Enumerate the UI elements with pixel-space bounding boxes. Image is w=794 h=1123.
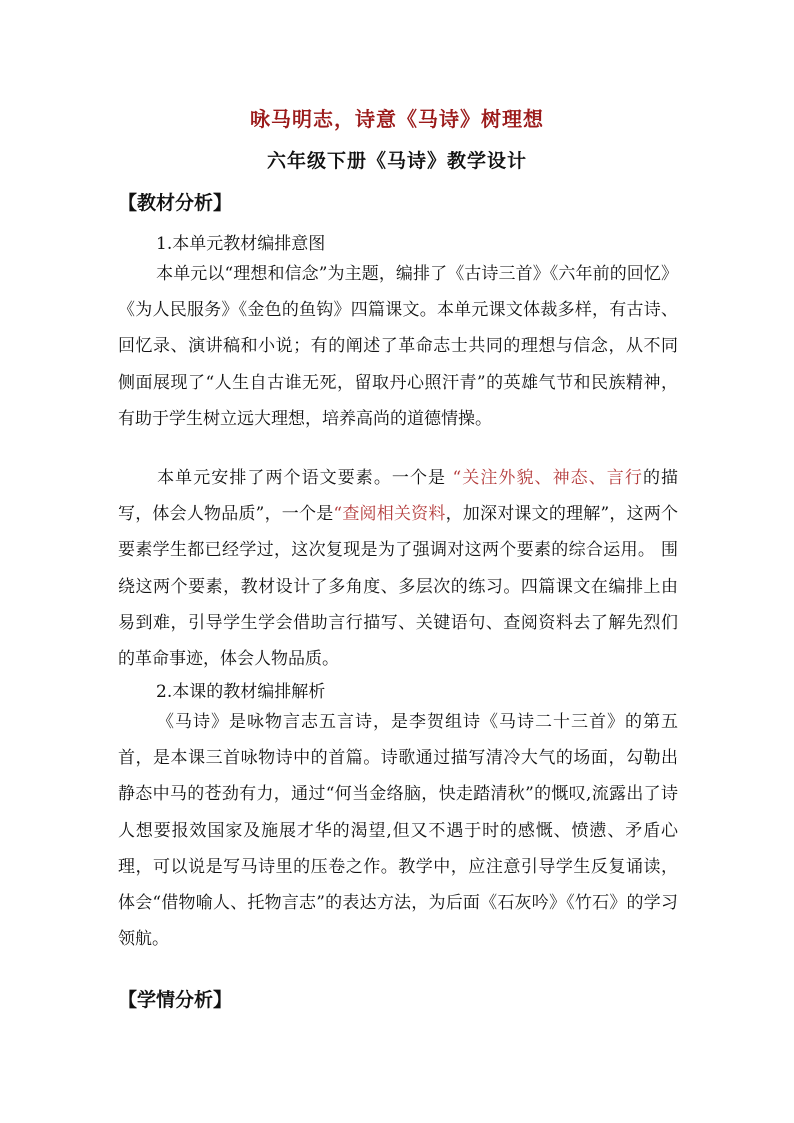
- highlight-research: “查阅相关资料: [333, 504, 446, 525]
- section-heading-textbook-analysis: 【教材分析】: [118, 192, 233, 214]
- paragraph-text: 本单元以“理想和信念”为主题，编排了《古诗三首》《六年前的回忆》《为人民服务》《金色的鱼钩》四篇课文。本单元课文体裁多样，有古诗、回忆录、演讲稿和小说；有的阐述了革命志士共同的理想与信念，从不同侧面展现了“人生自古谁无死，留取丹心照汗青”的英雄气节和民族精神，有助于学生树立远大理想，培养高尚的道德情操。: [118, 264, 678, 429]
- paragraph-text: 的描写，体会人物品质”: [118, 468, 679, 525]
- paragraph-text: 本单元安排了两个语文要素。一个是: [156, 468, 453, 488]
- paragraph-text: ，一个是: [264, 504, 334, 525]
- highlight-appearance: “关注外貌、神态、言行: [452, 468, 643, 488]
- page-title: 咏马明志，诗意《马诗》树理想: [250, 107, 544, 131]
- paragraph-horse-poem: [118, 704, 678, 957]
- paragraph-text: ，这两个要素学生都已经学过，这次复现是为了强调对这两个要素的综合运用。 围绕这两个要素，教材设计了多角度、多层次的练习。四篇课文在编排上由易到难，引导学生学会借助言行描写、关键语句、查阅资料去了解先烈们的革命事迹，体会人物品质。: [118, 504, 678, 670]
- paragraph-unit-theme: [118, 256, 678, 437]
- page-subtitle: 六年级下册《马诗》教学设计: [266, 150, 527, 172]
- paragraph-text: ，加深对课文的理解”: [445, 504, 610, 525]
- subsection-heading-lesson-analysis: 2.本课的教材编排解析: [156, 682, 326, 702]
- subsection-heading-unit-intent: 1.本单元教材编排意图: [156, 234, 326, 254]
- paragraph-language-elements: [118, 460, 678, 677]
- section-heading-student-analysis: 【学情分析】: [118, 989, 233, 1011]
- paragraph-text: 《马诗》是咏物言志五言诗，是李贺组诗《马诗二十三首》的第五首，是本课三首咏物诗中的首篇。诗歌通过描写清冷大气的场面，勾勒出静态中马的苍劲有力，通过“何当金络脑，快走踏清秋”的慨叹,流露出了诗人想要报效国家及施展才华的渴望,但又不遇于时的感慨、愤懑、矛盾心理，可以说是写马诗里的压卷之作。教学中，应注意引导学生反复诵读，体会“借物喻人、托物言志”的表达方法，为后面《石灰吟》《竹石》的学习领航。: [118, 712, 678, 950]
